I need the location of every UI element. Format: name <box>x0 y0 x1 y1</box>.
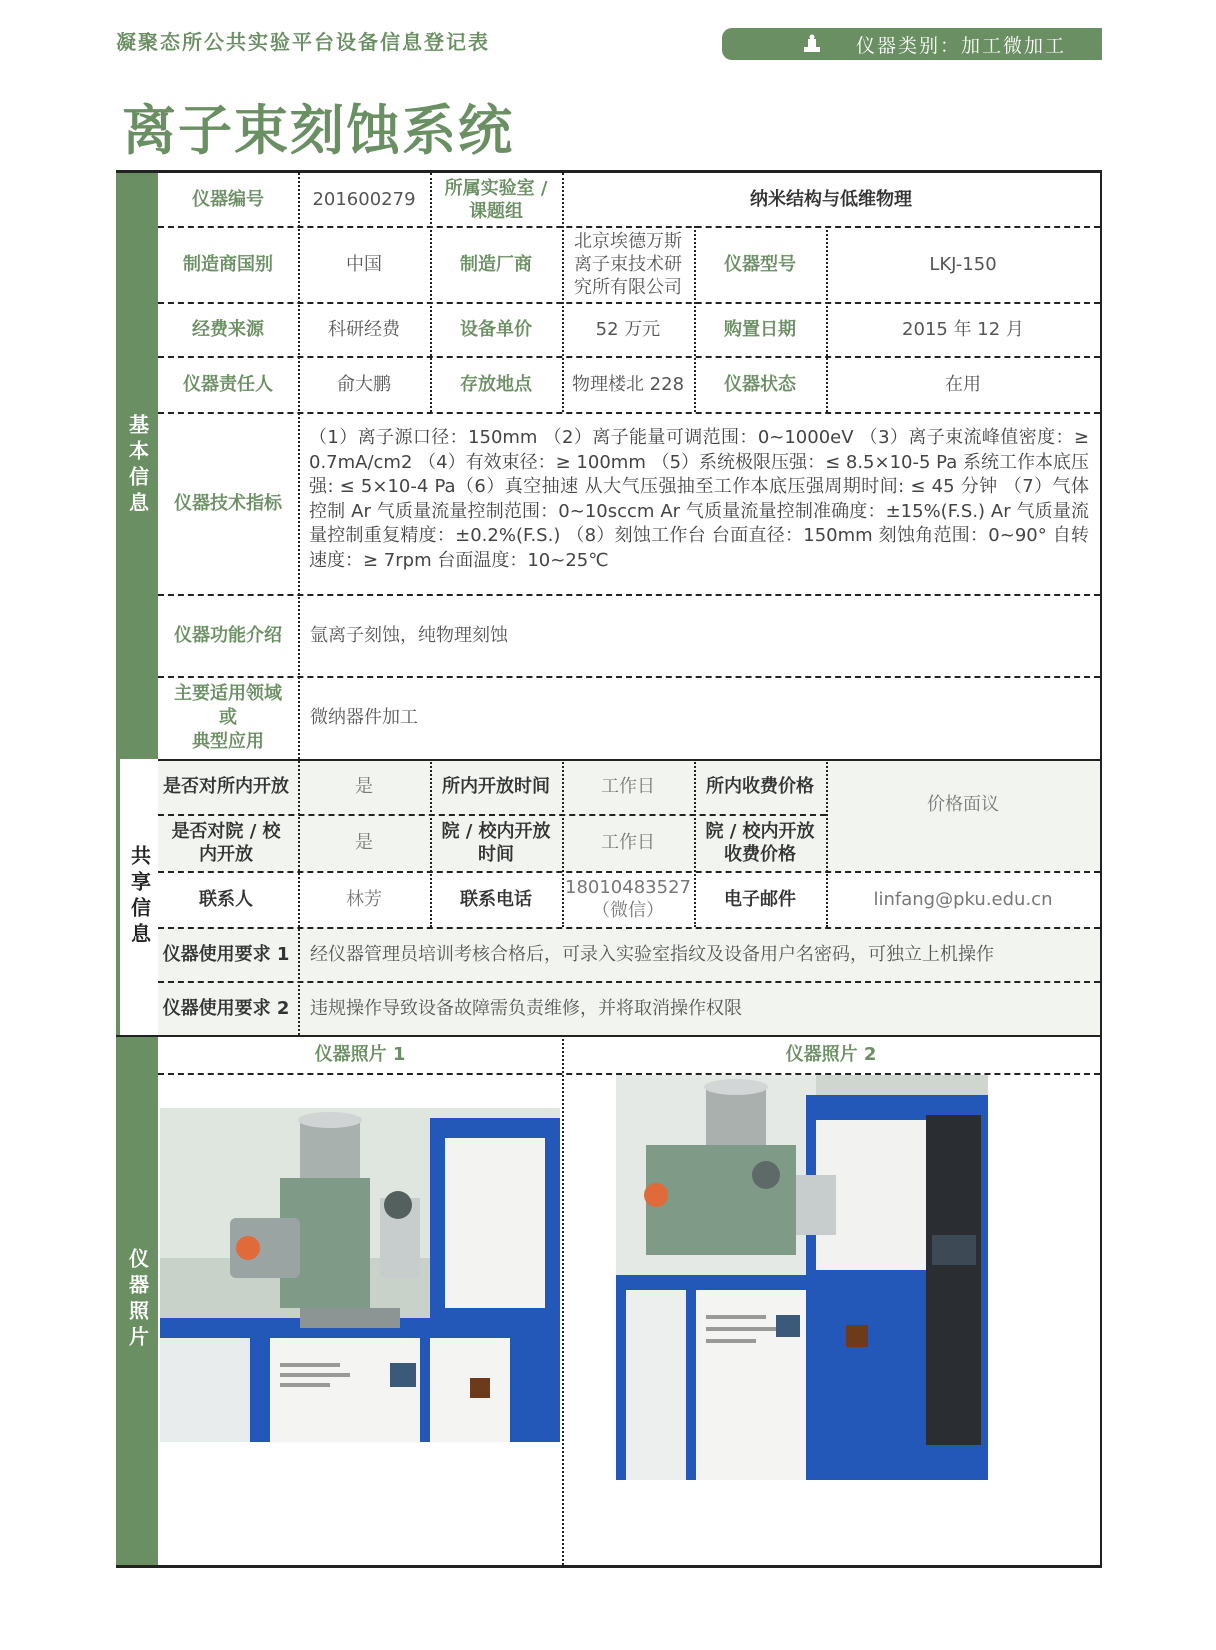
open-in-time-label: 所内开放时间 <box>442 776 550 797</box>
open-in-value: 是 <box>355 776 373 797</box>
col-rule-4b <box>694 759 696 927</box>
open-in-time-value: 工作日 <box>601 776 655 797</box>
col-rule-5b <box>826 759 828 927</box>
rule-8 <box>158 814 826 816</box>
category-label: 仪器类别：加工微加工 <box>856 34 1067 57</box>
col-rule-1 <box>298 173 300 1035</box>
col-rule-2b <box>430 759 432 927</box>
col-rule-3a <box>562 173 564 412</box>
status-value: 在用 <box>945 373 981 395</box>
instrument-icon <box>800 32 824 56</box>
instrument-photo-1 <box>160 1108 560 1442</box>
col-rule-photo <box>562 1035 564 1565</box>
lab-value: 纳米结构与低维物理 <box>750 189 912 210</box>
col-rule-2a <box>430 173 432 412</box>
contact-label: 联系人 <box>199 888 253 910</box>
date-value: 2015 年 12 月 <box>902 318 1024 340</box>
owner-label: 仪器责任人 <box>183 373 273 395</box>
rule-12 <box>116 1035 1100 1037</box>
place-value: 物理楼北 228 <box>571 373 685 395</box>
app-label-line1: 主要适用领域 <box>174 682 282 704</box>
id-label: 仪器编号 <box>192 189 264 210</box>
req2-value: 违规操作导致设备故障需负责维修，并将取消操作权限 <box>310 997 742 1019</box>
open-out-value: 是 <box>355 832 373 853</box>
section-share <box>116 759 158 1035</box>
section-share-label: 共享信息 <box>127 845 152 949</box>
app-label-line2: 或 <box>219 706 237 728</box>
category-tab <box>722 28 1102 60</box>
id-value: 201600279 <box>312 189 416 210</box>
photo2-label: 仪器照片 2 <box>785 1043 877 1065</box>
model-value: LKJ-150 <box>929 253 997 275</box>
phone-label: 联系电话 <box>460 888 532 910</box>
spec-value: （1）离子源口径：150mm （2）离子能量可调范围：0~1000eV （3）离子束流峰值密度：≥ 0.7mA/cm2 （4）有效束径：≥ 100mm （5）系统极限压强：≤ 8.5×10-5 Pa 系统工作本底压强: ≤ 5×10-4 Pa（6）真空抽速 从大气压强抽至工作本底压强周期时间: ≤ 45 分钟 （7）气体控制 Ar 气质量流量控制范围：0~10sccm Ar 气质量流量控制准确度：±15%(F.S.) Ar 气质量流量控制重复精度：±0.2%(F.S.) （8）刻蚀工作台 台面直径：150mm 刻蚀角范围：0~90° 自转速度：≥ 7rpm 台面温度：10~25℃ <box>309 427 1089 571</box>
price-value: 52 万元 <box>595 318 661 340</box>
table-right-rule <box>1100 170 1102 1568</box>
price-label: 设备单价 <box>460 318 532 340</box>
req1-value: 经仪器管理员培训考核合格后，可录入实验室指纹及设备用户名密码，可独立上机操作 <box>310 943 994 965</box>
func-value: 氩离子刻蚀，纯物理刻蚀 <box>310 624 508 646</box>
info-table <box>116 170 1102 1568</box>
open-out-label: 是否对院 / 校内开放 <box>171 820 281 865</box>
section-basic <box>116 173 158 759</box>
col-rule-4a <box>694 226 696 412</box>
phone-value: 18010483527（微信） <box>565 877 691 921</box>
rule-13 <box>158 1073 1100 1075</box>
req1-label: 仪器使用要求 1 <box>162 943 290 965</box>
fee-value: 价格面议 <box>927 794 999 815</box>
contact-value: 林芳 <box>346 888 382 910</box>
email-label: 电子邮件 <box>724 888 796 910</box>
photo1-label: 仪器照片 1 <box>314 1043 406 1065</box>
maker-label: 制造厂商 <box>460 253 532 275</box>
page-title: 离子束刻蚀系统 <box>122 99 514 162</box>
section-photos <box>116 1035 158 1565</box>
req2-label: 仪器使用要求 2 <box>162 997 290 1019</box>
spec-label: 仪器技术指标 <box>174 492 282 514</box>
maker-value: 北京埃德万斯离子束技术研究所有限公司 <box>574 230 682 298</box>
fund-label: 经费来源 <box>192 318 264 340</box>
app-label <box>158 676 298 759</box>
model-label: 仪器型号 <box>724 253 796 275</box>
status-label: 仪器状态 <box>724 373 796 395</box>
org-title: 凝聚态所公共实验平台设备信息登记表 <box>116 30 490 54</box>
country-label: 制造商国别 <box>183 253 273 275</box>
col-rule-5a <box>826 226 828 412</box>
email-value[interactable] <box>826 871 1100 927</box>
fee-in-label: 所内收费价格 <box>706 776 814 797</box>
instrument-photo-2 <box>616 1075 988 1480</box>
func-label: 仪器功能介绍 <box>174 624 282 646</box>
open-in-label: 是否对所内开放 <box>163 776 289 797</box>
fee-out-label: 院 / 校内开放收费价格 <box>705 820 815 865</box>
col-rule-3b <box>562 759 564 927</box>
section-basic-label: 基本信息 <box>125 414 150 518</box>
open-out-time-label: 院 / 校内开放时间 <box>441 820 551 865</box>
date-label: 购置日期 <box>724 318 796 340</box>
open-out-time-value: 工作日 <box>601 832 655 853</box>
fund-value: 科研经费 <box>328 318 400 340</box>
table-bottom-rule <box>116 1565 1102 1568</box>
app-value: 微纳器件加工 <box>310 707 418 728</box>
app-label-line3: 典型应用 <box>192 730 264 752</box>
owner-value: 俞大鹏 <box>337 373 391 395</box>
country-value: 中国 <box>346 253 382 275</box>
email-link[interactable]: linfang@pku.edu.cn <box>873 888 1053 910</box>
place-label: 存放地点 <box>460 373 532 395</box>
section-photos-label: 仪器照片 <box>125 1248 150 1352</box>
lab-label: 所属实验室 / 课题组 <box>444 177 548 222</box>
